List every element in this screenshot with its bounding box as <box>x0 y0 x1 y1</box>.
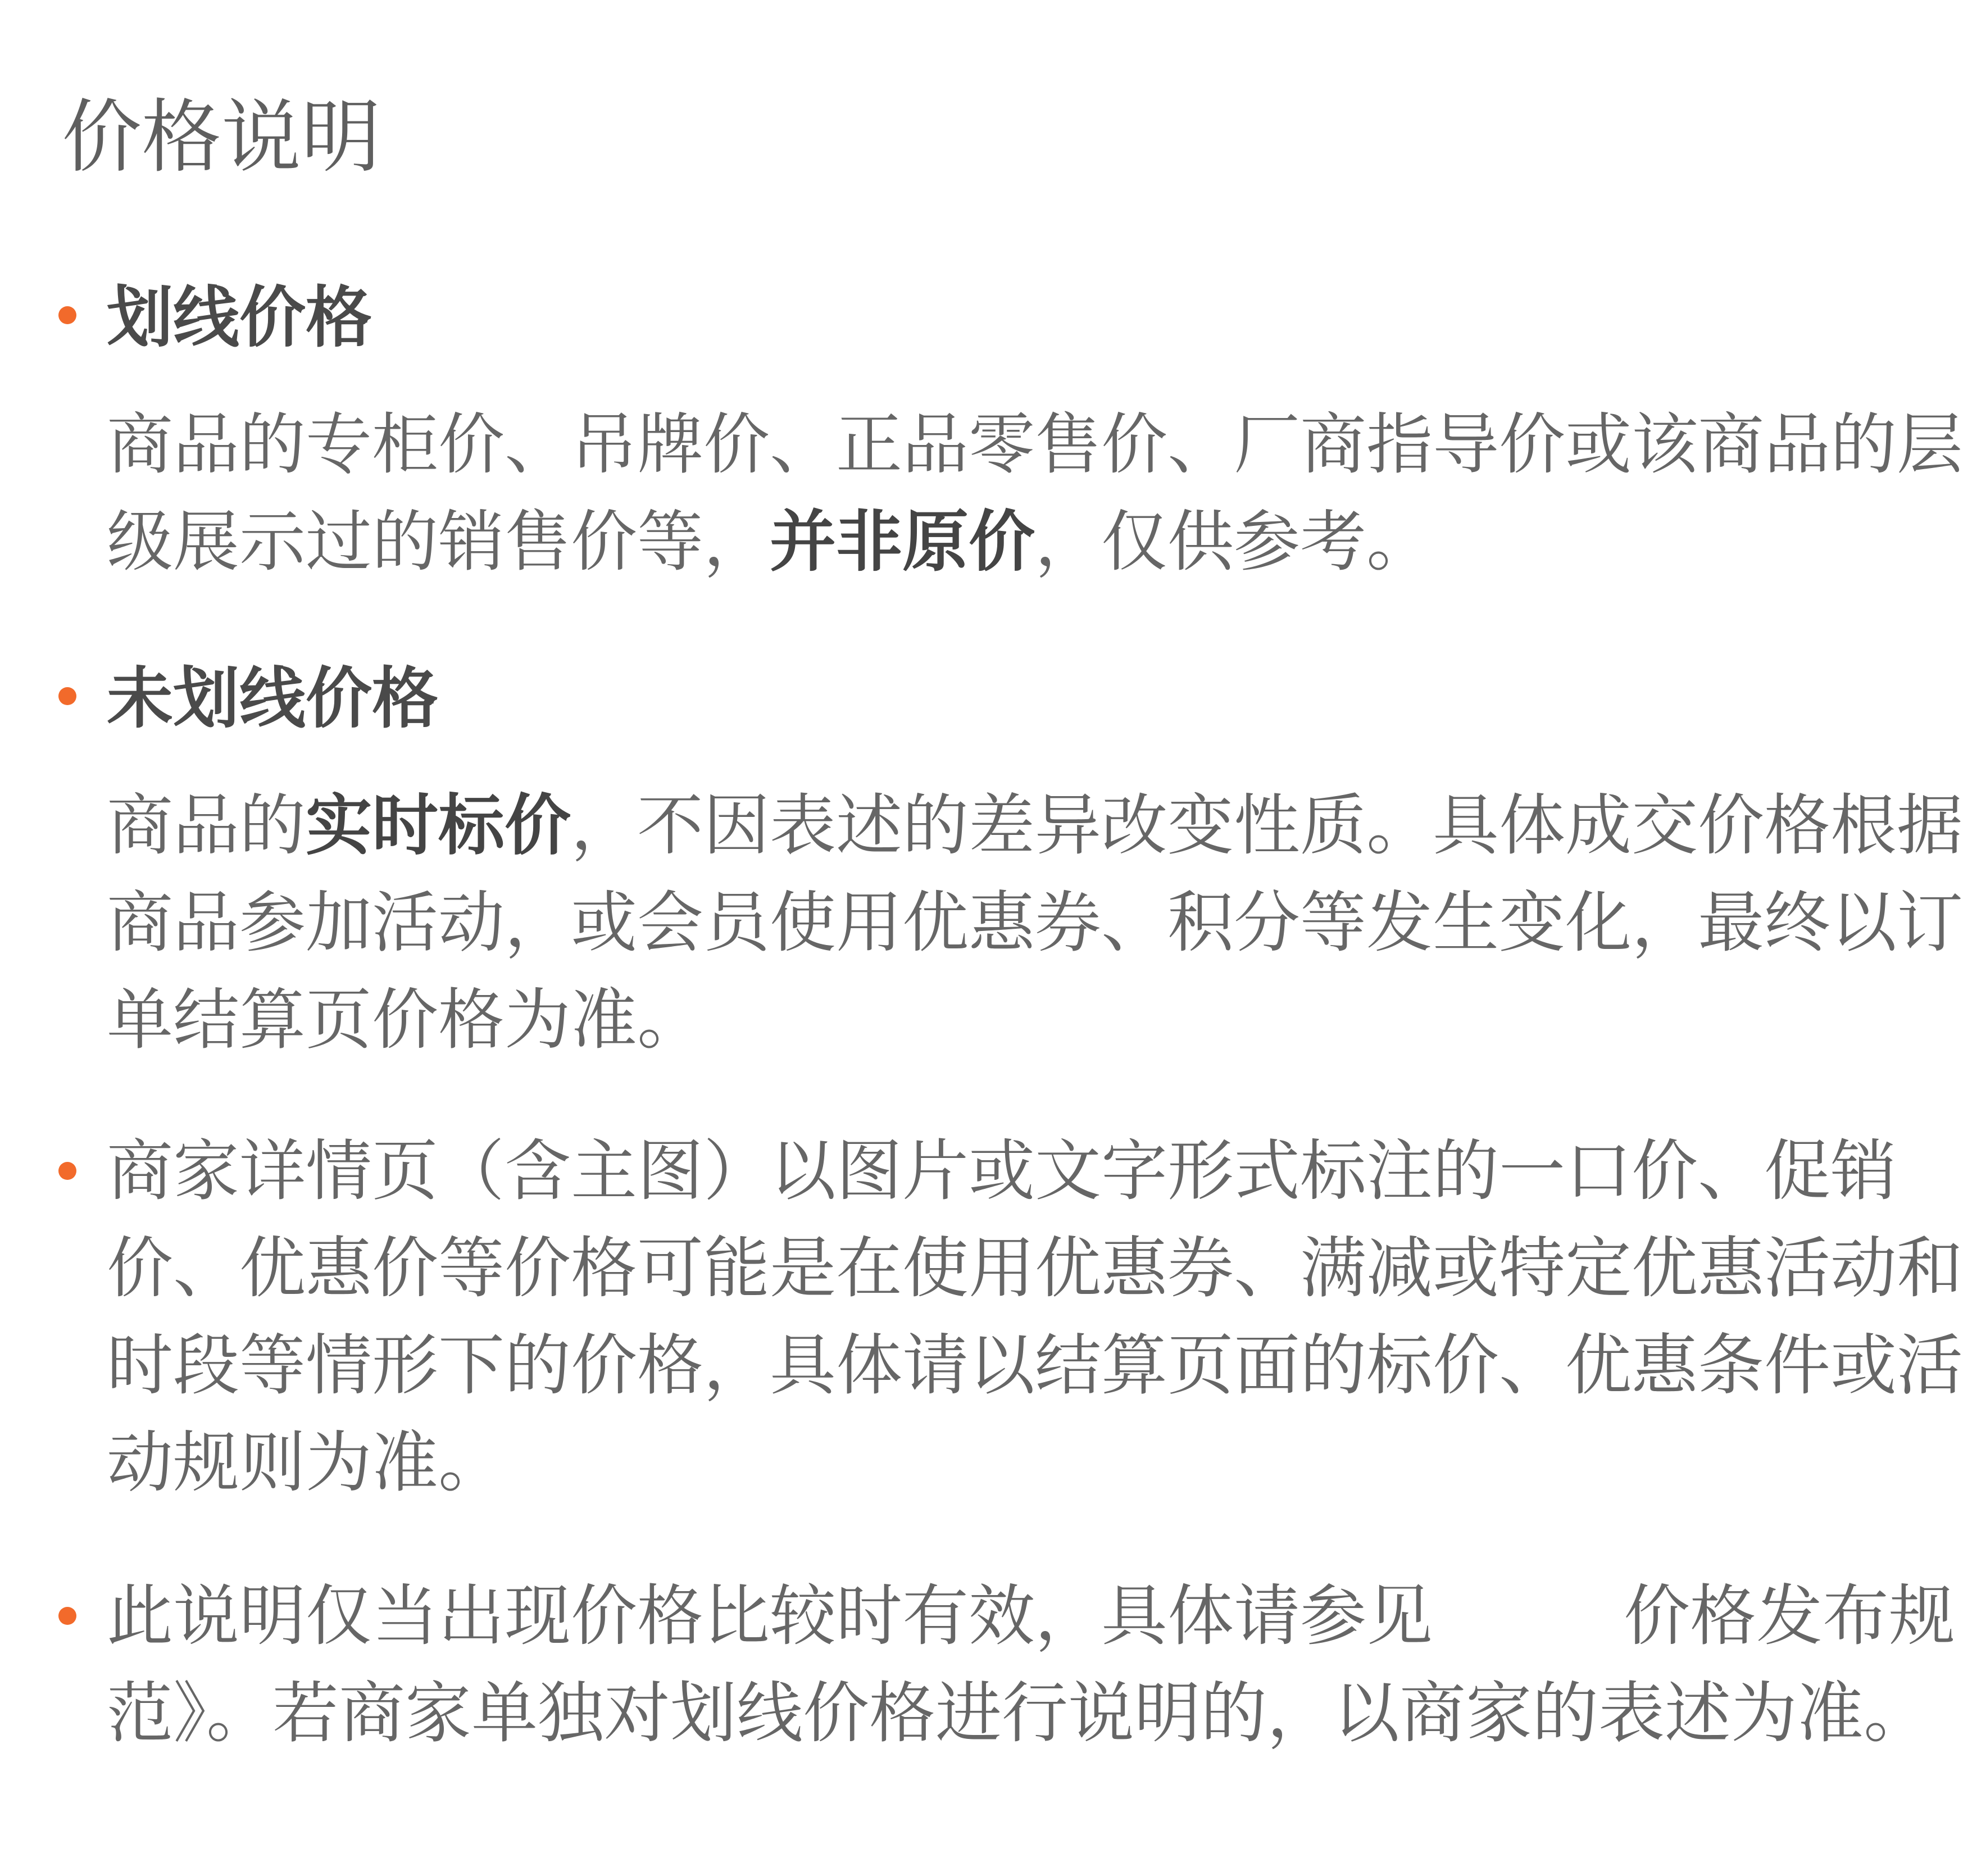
text-line: 商品的实时标价，不因表述的差异改变性质。具体成交价格根据 <box>107 787 1963 864</box>
text-line: 级展示过的销售价等，并非原价，仅供参考。 <box>107 503 1433 580</box>
text-line: 商品的专柜价、吊牌价、正品零售价、厂商指导价或该商品的层 <box>107 406 1963 483</box>
text-line: 动规则为准。 <box>107 1424 505 1501</box>
text-line: 此说明仅当出现价格比较时有效，具体请参见 价格发布规 <box>107 1577 1956 1655</box>
text-line: 商品参加活动，或会员使用优惠券、积分等发生变化，最终以订 <box>107 884 1963 961</box>
section-body-non-strikethrough-price <box>107 777 1963 1069</box>
text-line: 价、优惠价等价格可能是在使用优惠券、满减或特定优惠活动和 <box>107 1229 1963 1307</box>
emphasis-real-time-price: 实时标价 <box>306 787 571 864</box>
section-body-merchant-detail-price <box>107 1123 1963 1511</box>
section-body-strikethrough-price <box>107 396 1963 590</box>
text-line: 时段等情形下的价格，具体请以结算页面的标价、优惠条件或活 <box>107 1327 1963 1404</box>
bullet-dot <box>58 1162 76 1180</box>
text-line: 商家详情页（含主图）以图片或文字形式标注的一口价、促销 <box>107 1132 1897 1210</box>
bullet-dot <box>58 687 76 705</box>
section-body-price-comparison-note <box>107 1568 1956 1762</box>
text-line: 单结算页价格为准。 <box>107 981 704 1059</box>
section-heading-strikethrough-price: 划线价格 <box>107 279 372 356</box>
emphasis-not-original-price: 并非原价 <box>770 503 1035 580</box>
page-title: 价格说明 <box>62 91 381 184</box>
bullet-dot <box>58 306 76 324</box>
bullet-dot <box>58 1607 76 1625</box>
text-line: 范》。若商家单独对划线价格进行说明的，以商家的表述为准。 <box>107 1674 1930 1752</box>
section-heading-non-strikethrough-price: 未划线价格 <box>107 660 439 737</box>
